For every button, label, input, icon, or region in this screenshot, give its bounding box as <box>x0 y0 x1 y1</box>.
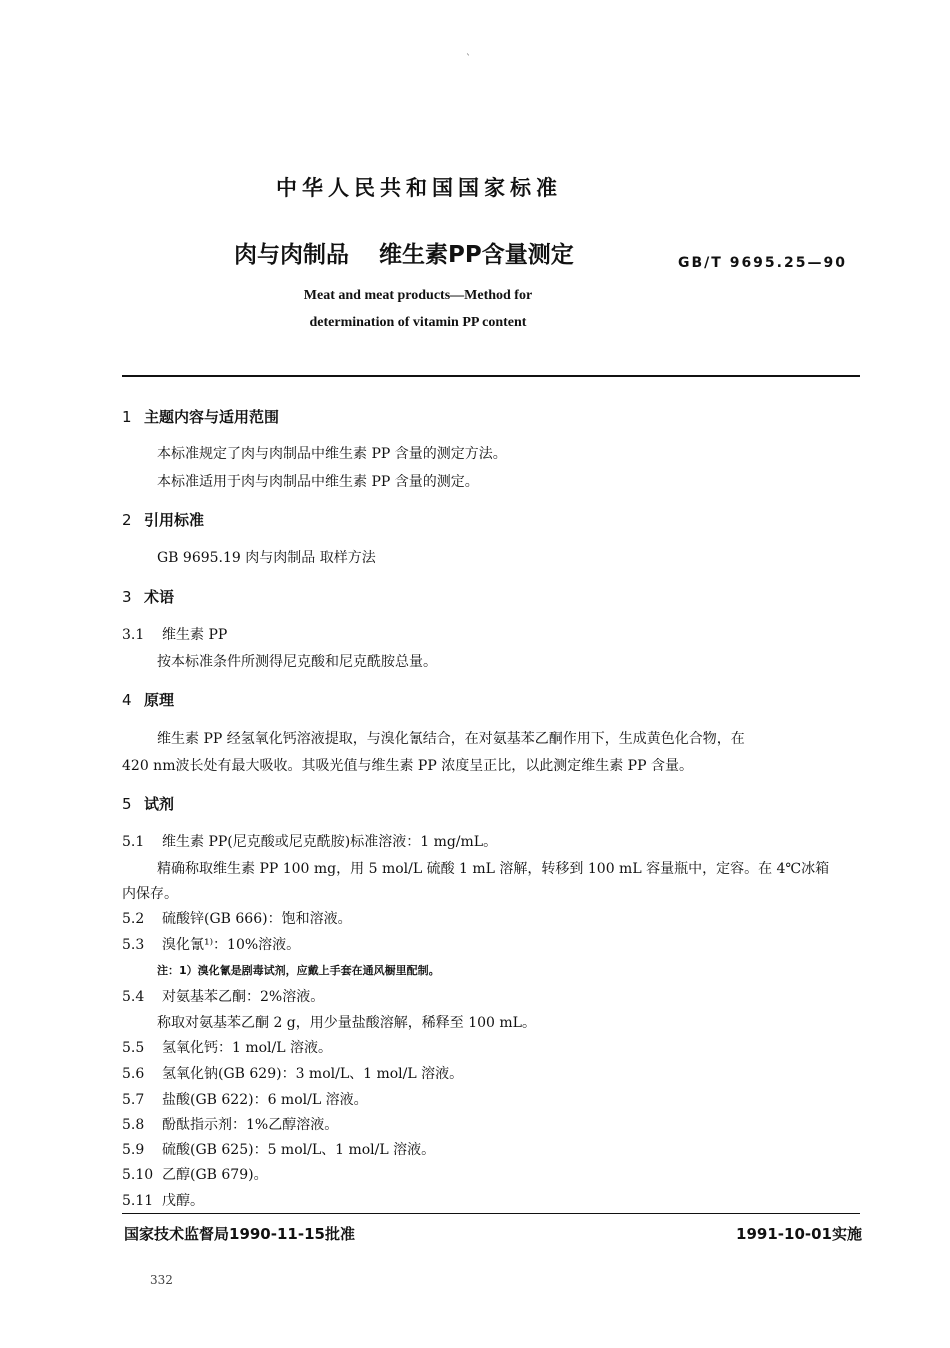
section-title: 术语 <box>144 588 175 606</box>
item-number: 5.2 <box>122 911 145 927</box>
list-item <box>122 986 324 1006</box>
paragraph: 维生素 PP 经氢氧化钙溶液提取，与溴化氰结合，在对氨基苯乙酮作用下，生成黄色化合物，在 <box>157 731 745 747</box>
section-number: 2 <box>122 511 132 529</box>
section-title: 原理 <box>144 691 175 709</box>
list-item <box>122 831 497 851</box>
title-part-2: 维生素PP含量测定 <box>379 242 574 268</box>
item-text: 维生素 PP(尼克酸或尼克酰胺)标准溶液：1 mg/mL。 <box>162 834 498 850</box>
paragraph: 称取对氨基苯乙酮 2 g，用少量盐酸溶解，稀释至 100 mL。 <box>157 1015 536 1031</box>
section-title: 试剂 <box>144 795 175 813</box>
list-item <box>122 1037 332 1057</box>
item-text: 硫酸(GB 625)：5 mol/L、1 mol/L 溶液。 <box>162 1142 436 1158</box>
item-text: 溴化氰¹⁾：10%溶液。 <box>162 937 301 953</box>
list-item <box>122 908 352 928</box>
list-item <box>122 934 300 954</box>
item-number: 5.4 <box>122 989 145 1005</box>
item-number: 5.8 <box>122 1117 145 1133</box>
item-text: 硫酸锌(GB 666)：饱和溶液。 <box>162 911 352 927</box>
section-number: 4 <box>122 691 132 709</box>
item-number: 5.1 <box>122 834 145 850</box>
list-item <box>122 624 227 644</box>
item-text: 氢氧化钙：1 mol/L 溶液。 <box>162 1040 333 1056</box>
scan-mark: ` <box>466 54 471 65</box>
list-item <box>122 1063 463 1083</box>
standard-code: GB/T 9695.25—90 <box>678 255 847 271</box>
list-item <box>122 1190 204 1210</box>
section-number: 5 <box>122 795 132 813</box>
list-item <box>122 1139 435 1159</box>
title-part-1: 肉与肉制品 <box>234 242 349 268</box>
section-2-heading <box>122 509 204 530</box>
header-rule <box>122 375 860 377</box>
paragraph: 精确称取维生素 PP 100 mg，用 5 mol/L 硫酸 1 mL 溶解，转移到 100 mL 容量瓶中，定容。在 4℃冰箱 <box>157 861 830 877</box>
section-3-heading <box>122 586 174 607</box>
paragraph: 按本标准条件所测得尼克酸和尼克酰胺总量。 <box>157 654 437 670</box>
section-1-heading <box>122 406 279 427</box>
item-number: 5.11 <box>122 1193 154 1209</box>
item-number: 5.6 <box>122 1066 145 1082</box>
paragraph: 本标准适用于肉与肉制品中维生素 PP 含量的测定。 <box>157 474 479 490</box>
footnote: 注：1）溴化氰是剧毒试剂，应戴上手套在通风橱里配制。 <box>157 964 440 977</box>
national-standard-heading: 中华人民共和国国家标准 <box>276 176 562 200</box>
section-title: 主题内容与适用范围 <box>144 408 280 426</box>
approval-date: 国家技术监督局1990-11-15批准 <box>124 1225 355 1243</box>
item-text: 乙醇(GB 679)。 <box>162 1167 268 1183</box>
item-text: 对氨基苯乙酮：2%溶液。 <box>162 989 325 1005</box>
item-text: 酚酞指示剂：1%乙醇溶液。 <box>162 1117 339 1133</box>
section-4-heading <box>122 689 174 710</box>
item-text: 戊醇。 <box>162 1193 204 1209</box>
list-item <box>122 1114 338 1134</box>
item-number: 5.9 <box>122 1142 145 1158</box>
document-title <box>234 236 574 269</box>
item-text: 维生素 PP <box>162 627 228 643</box>
item-number: 5.7 <box>122 1092 145 1108</box>
section-number: 1 <box>122 408 132 426</box>
item-text: 盐酸(GB 622)：6 mol/L 溶液。 <box>162 1092 368 1108</box>
section-number: 3 <box>122 588 132 606</box>
paragraph: GB 9695.19 肉与肉制品 取样方法 <box>157 550 376 566</box>
item-text: 氢氧化钠(GB 629)：3 mol/L、1 mol/L 溶液。 <box>162 1066 464 1082</box>
item-number: 5.10 <box>122 1167 154 1183</box>
paragraph: 本标准规定了肉与肉制品中维生素 PP 含量的测定方法。 <box>157 446 507 462</box>
page-number: 332 <box>150 1273 173 1287</box>
list-item <box>122 1089 368 1109</box>
item-number: 5.3 <box>122 937 145 953</box>
paragraph: 内保存。 <box>122 886 178 902</box>
implementation-date: 1991-10-01实施 <box>736 1225 862 1243</box>
section-title: 引用标准 <box>144 511 205 529</box>
english-title-line-1: Meat and meat products—Method for <box>303 288 533 303</box>
english-title-line-2: determination of vitamin PP content <box>309 315 527 330</box>
footer-rule <box>122 1213 860 1214</box>
paragraph: 420 nm波长处有最大吸收。其吸光值与维生素 PP 浓度呈正比，以此测定维生素 PP 含量。 <box>122 758 693 774</box>
list-item <box>122 1164 268 1184</box>
item-number: 3.1 <box>122 627 145 643</box>
item-number: 5.5 <box>122 1040 145 1056</box>
section-5-heading <box>122 793 174 814</box>
